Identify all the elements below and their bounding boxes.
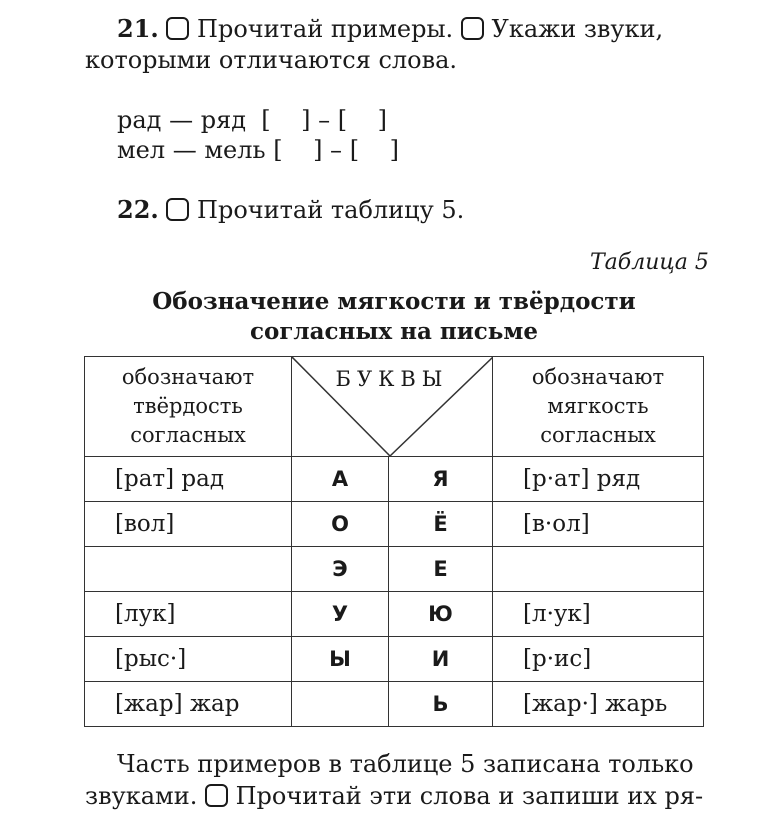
soft-cell: [л·ук] [493,592,704,637]
hard-cell: [рат] рад [85,457,292,502]
header-soft-line: обозначают [531,365,665,389]
hard-letter-cell [292,682,389,727]
hard-cell: [вол] [85,502,292,547]
table-row [85,682,704,727]
soft-letter-cell: Ь [389,682,493,727]
exercise-21-number: 21. [117,14,159,43]
exercise-22-text: Прочитай таблицу 5. [197,196,465,224]
exercise-21-text2: Укажи звуки, [491,15,664,43]
header-letters-label: БУКВЫ [335,367,449,391]
header-letters-box [292,357,492,456]
table-row [85,547,704,592]
soft-cell: [в·ол] [493,502,704,547]
exercise-22-number: 22. [117,195,159,224]
exercise-21-line1 [117,14,663,43]
soft-letter-cell: Ю [389,592,493,637]
footer-line2 [85,782,703,810]
header-hard-line: твёрдость [133,394,243,418]
header-soft-line: мягкость [547,394,649,418]
task-circle-icon [205,784,228,807]
example-row-1: рад — ряд [ ] – [ ] [117,106,387,134]
soft-cell: [жар·] жарь [493,682,704,727]
soft-cell: [р·ат] ряд [493,457,704,502]
hard-letter-cell: У [292,592,389,637]
soft-letter-cell: И [389,637,493,682]
task-circle-icon [166,198,189,221]
header-hard-line: обозначают [121,365,255,389]
table-row [85,592,704,637]
hard-letter-cell: О [292,502,389,547]
exercise-22-line [117,195,464,224]
task-circle-icon [166,17,189,40]
hard-letter-cell: Э [292,547,389,592]
table-row [85,457,704,502]
table-row [85,637,704,682]
hard-cell: [рыс·] [85,637,292,682]
consonant-table [84,356,704,727]
soft-letter-cell: Я [389,457,493,502]
soft-cell [493,547,704,592]
table-title-line2: согласных на письме [249,318,539,345]
example-row-2: мел — мель [ ] – [ ] [117,136,399,164]
table-tag: Таблица 5 [590,250,709,275]
header-soft [493,357,704,457]
table-title [134,287,654,347]
exercise-21-text1: Прочитай примеры. [197,15,454,43]
hard-cell [85,547,292,592]
task-circle-icon [461,17,484,40]
header-hard-line: согласных [130,423,246,447]
hard-cell: [лук] [85,592,292,637]
table-row [85,502,704,547]
hard-letter-cell: Ы [292,637,389,682]
header-hard [85,357,292,457]
soft-letter-cell: Е [389,547,493,592]
footer-line2-end: Прочитай эти слова и запиши их ря- [235,782,704,810]
footer-line1: Часть примеров в таблице 5 записана только [117,750,694,778]
footer-line2-start: звуками. [85,782,198,810]
hard-letter-cell: А [292,457,389,502]
hard-cell: [жар] жар [85,682,292,727]
header-letters [292,357,493,457]
soft-letter-cell: Ё [389,502,493,547]
table-header-row [85,357,704,457]
header-soft-line: согласных [540,423,656,447]
table-title-line1: Обозначение мягкости и твёрдости [152,288,636,315]
soft-cell: [р·ис] [493,637,704,682]
exercise-21-line2: которыми отличаются слова. [85,46,458,74]
